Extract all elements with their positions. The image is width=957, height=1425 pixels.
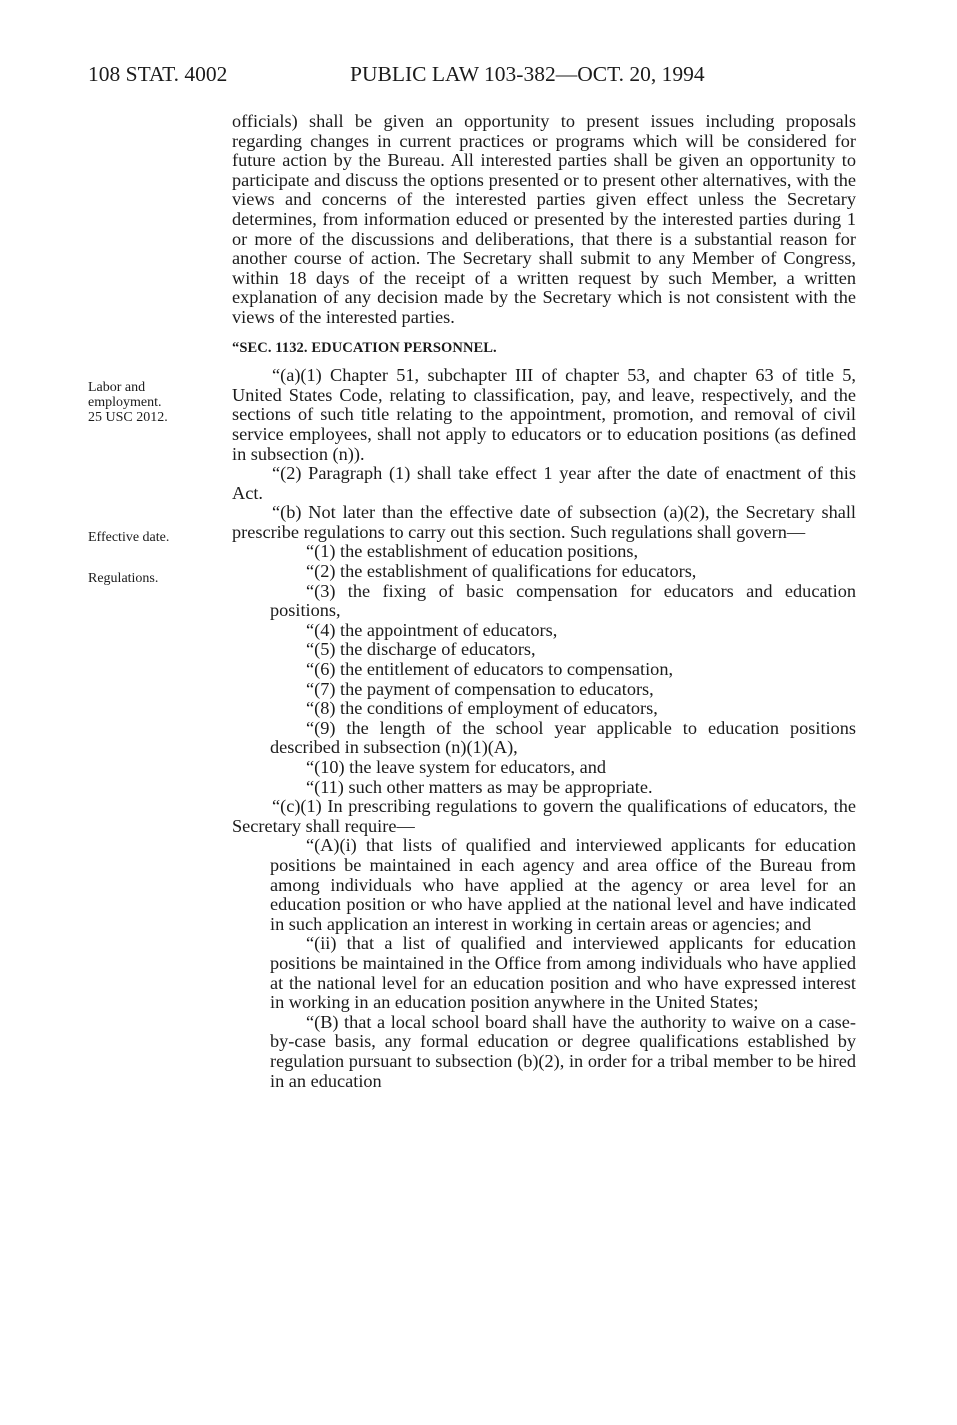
list-item: “(5) the discharge of educators, — [306, 639, 536, 660]
list-item: “(1) the establishment of education positions, — [306, 541, 639, 562]
list-item: “(10) the leave system for educators, and — [306, 757, 606, 777]
list-item: “(9) the length of the school year applicable to education positions described in subsection (n)(1)(A), — [270, 717, 856, 758]
page-citation: 108 STAT. 4002 — [88, 62, 228, 86]
continuation-paragraph: officials) shall be given an opportunity to present issues including proposals regarding changes in current practices or programs which will be considered for future action by the Bureau. All interested parties shall be given an opportunity to participate and discuss the options presented or to present other alternatives, with the views and concerns of the interested parties given effect unless the Secretary determines, from information educed or presented by the interested parties during 1 or more of the discussions and deliberations, that there is a substantial reason for another course of action. The Secretary shall submit to any Member of Congress, within 18 days of the receipt of a written request by such Member, a written explanation of any decision made by the Secretary which is not consistent with the views of the interested parties. — [232, 111, 856, 327]
list-item: “(3) the fixing of basic compensation for educators and education positions, — [270, 580, 856, 621]
margin-note-regulations: Regulations. — [88, 571, 159, 586]
list-item: “(11) such other matters as may be appropriate. — [306, 776, 653, 797]
list-item: “(4) the appointment of educators, — [306, 619, 558, 640]
subsection-a1: “(a)(1) Chapter 51, subchapter III of chapter 53, and chapter 63 of title 5, United States Code, relating to classification, pay, and leave, respectively, and the sections of such title relating to the appointment, promotion, and removal of civil service employees, shall not apply to educators or to education positions (as defined in subsection (n)). — [232, 365, 856, 464]
subsection-b: “(b) Not later than the effective date of subsection (a)(2), the Secretary shall prescribe regulations to carry out this section. Such regulations shall govern— — [232, 502, 856, 542]
section-heading: “SEC. 1132. EDUCATION PERSONNEL. — [232, 339, 497, 356]
margin-note-labor — [88, 380, 238, 425]
subsection-a2: “(2) Paragraph (1) shall take effect 1 year after the date of enactment of this Act. — [232, 463, 856, 503]
list-item: “(6) the entitlement of educators to compensation, — [306, 659, 674, 680]
margin-note-usc: 25 USC 2012. — [88, 410, 168, 425]
body-text — [232, 112, 856, 1091]
clause-b: “(B) that a local school board shall have the authority to waive on a case-by-case basis, any formal education or degree qualifications established by regulation pursuant to subsection (b)(2), in order for a tribal member to be hired in an education — [270, 1011, 856, 1091]
law-title: PUBLIC LAW 103-382—OCT. 20, 1994 — [350, 62, 705, 86]
margin-note-effective-date: Effective date. — [88, 530, 170, 545]
clause-a-ii: “(ii) that a list of qualified and interviewed applicants for education positions be maintained in the Office from among individuals who have applied at the national level for an education position and who have expressed interest in working in an education position anywhere in the United States; — [270, 933, 856, 1013]
running-header — [88, 62, 868, 92]
list-item: “(8) the conditions of employment of educators, — [306, 698, 658, 719]
margin-note-labor-text: Labor and employment. — [88, 380, 162, 410]
list-item: “(2) the establishment of qualifications for educators, — [306, 561, 697, 582]
subsection-c1: “(c)(1) In prescribing regulations to govern the qualifications of educators, the Secretary shall require— — [232, 796, 856, 836]
list-item: “(7) the payment of compensation to educators, — [306, 678, 654, 699]
clause-a-i: “(A)(i) that lists of qualified and interviewed applicants for education positions be maintained in each agency and area office of the Bureau from among individuals who have applied at the agency or area level for an education position or who have applied at the national level and have indicated in such application an interest in working in certain areas or agencies; and — [270, 835, 856, 934]
